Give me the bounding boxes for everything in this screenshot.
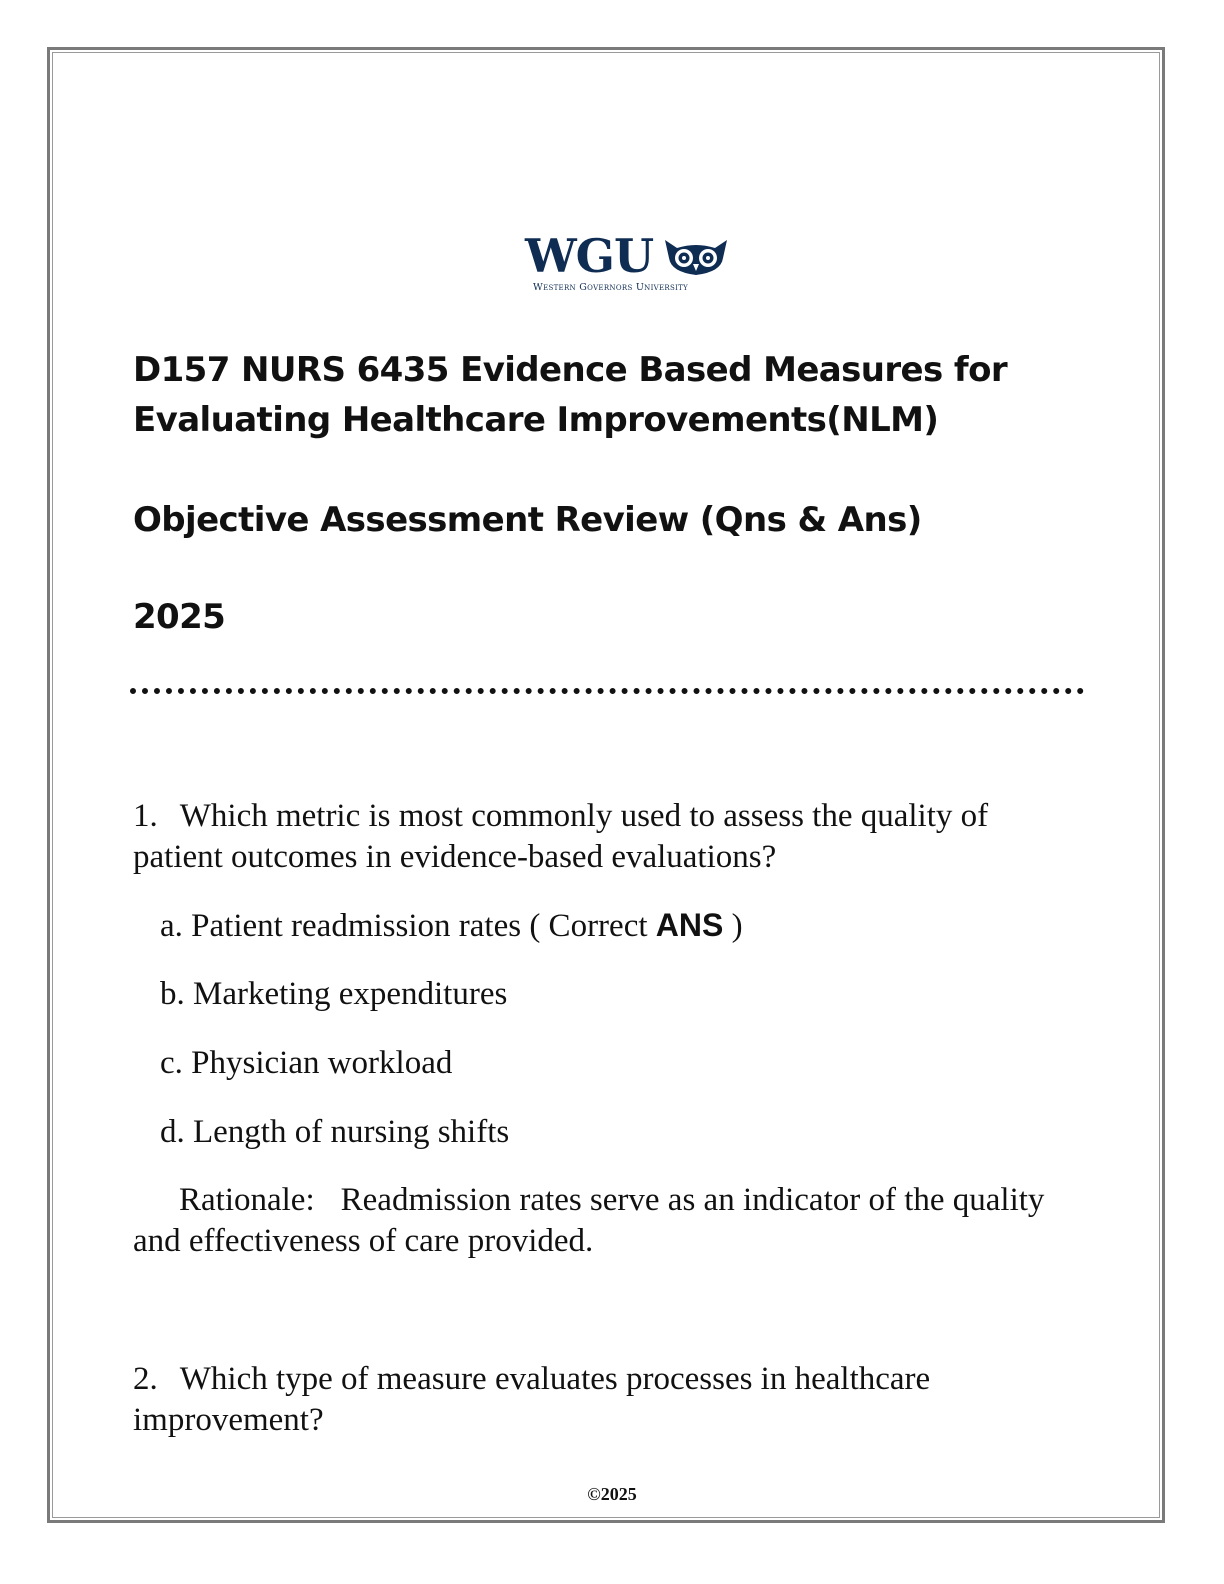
- wgu-logo: [525, 229, 731, 296]
- document-year: 2025: [133, 597, 226, 637]
- question-2-number: 2.: [133, 1361, 158, 1397]
- option-c: c. Physician workload: [160, 1045, 453, 1081]
- option-a: [160, 905, 743, 947]
- question-2: [133, 1359, 1083, 1441]
- owl-icon: [663, 236, 729, 276]
- rationale-text: Readmission rates serve as an indicator of the quality and effectiveness of care provided.: [133, 1182, 1045, 1259]
- option-a-suffix: ): [731, 908, 743, 944]
- logo-wordmark: WGU: [525, 229, 654, 283]
- option-a-label: a. Patient readmission rates ( Correct: [160, 908, 648, 944]
- copyright-footer: ©2025: [587, 1484, 637, 1504]
- document-title: D157 NURS 6435 Evidence Based Measures for Evaluating Healthcare Improvements(NLM): [133, 350, 1007, 440]
- dotted-divider: [130, 688, 1084, 694]
- question-1-number: 1.: [133, 798, 158, 834]
- document-subtitle: Objective Assessment Review (Qns & Ans): [133, 500, 922, 540]
- option-d: d. Length of nursing shifts: [160, 1114, 510, 1150]
- question-1-text: Which metric is most commonly used to assess the quality of patient outcomes in evidence-based evaluations?: [133, 798, 989, 875]
- question-1: [133, 796, 1083, 878]
- rationale-label: Rationale:: [179, 1182, 315, 1218]
- option-b: b. Marketing expenditures: [160, 976, 508, 1012]
- logo-subtitle: Western Governors University: [533, 282, 689, 293]
- correct-answer-tag: ANS: [655, 907, 724, 943]
- rationale: [133, 1180, 1083, 1262]
- question-2-text: Which type of measure evaluates processes in healthcare improvement?: [133, 1361, 931, 1438]
